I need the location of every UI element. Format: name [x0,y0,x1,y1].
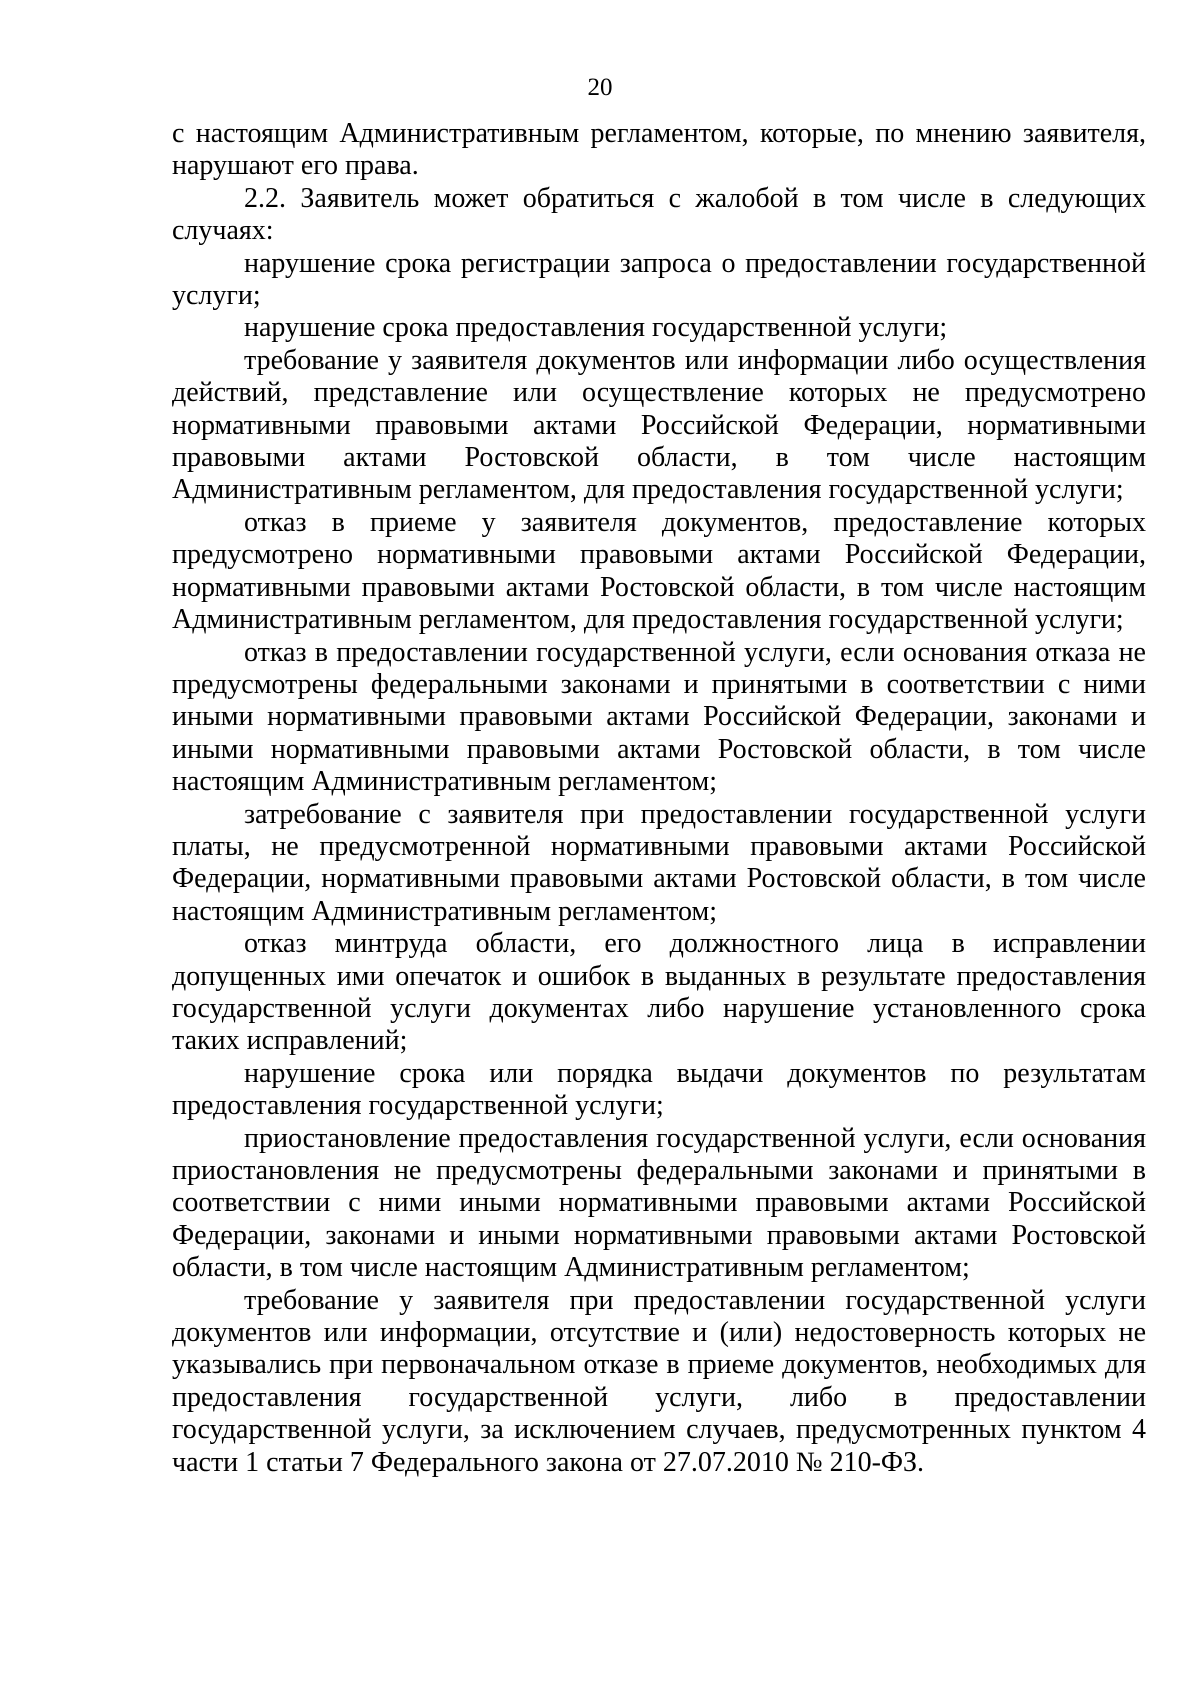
list-item-refusal-to-accept-documents: отказ в приеме у заявителя документов, предоставление которых предусмотрено нормативными правовыми актами Российской Федерации, нормативными правовыми актами Ростовской области, в том числе настоящим Административным регламентом, для предоставления государственной услуги; [172,506,1146,636]
list-item-registration-deadline-violation: нарушение срока регистрации запроса о предоставлении государственной услуги; [172,247,1146,312]
page-number: 20 [587,74,613,101]
list-item-refusal-of-service: отказ в предоставлении государственной услуги, если основания отказа не предусмотрены федеральными законами и принятыми в соответствии с ними иными нормативными правовыми актами Российской Федерации, законами и иными нормативными правовыми актами Ростовской области, в том числе настоящим Административным регламентом; [172,636,1146,798]
list-item-service-suspension: приостановление предоставления государственной услуги, если основания приостановления не предусмотрены федеральными законами и принятыми в соответствии с ними иными нормативными правовыми актами Российской Федерации, законами и иными нормативными правовыми актами Ростовской области, в том числе настоящим Административным регламентом; [172,1122,1146,1284]
list-item-unlawful-payment-demand: затребование с заявителя при предоставлении государственной услуги платы, не предусмотренной нормативными правовыми актами Российской Федерации, нормативными правовыми актами Ростовской области, в том числе настоящим Административным регламентом; [172,798,1146,927]
paragraph-continuation: с настоящим Административным регламентом, которые, по мнению заявителя, нарушают его права. [172,118,1146,182]
list-item-issuance-deadline-violation: нарушение срока или порядка выдачи документов по результатам предоставления государственной услуги; [172,1057,1146,1122]
list-item-unlawful-document-request: требование у заявителя документов или информации либо осуществления действий, представление или осуществление которых не предусмотрено нормативными правовыми актами Российской Федерации, нормативными правовыми актами Ростовской области, в том числе настоящим Административным регламентом, для предоставления государственной услуги; [172,344,1146,506]
list-item-service-deadline-violation: нарушение срока предоставления государственной услуги; [244,312,948,344]
list-item-refusal-to-correct-errors: отказ минтруда области, его должностного лица в исправлении допущенных ими опечаток и ошибок в выданных в результате предоставления государственной услуги документах либо нарушение установленного срока таких исправлений; [172,928,1146,1057]
list-item-unlisted-document-request: требование у заявителя при предоставлении государственной услуги документов или информации, отсутствие и (или) недостоверность которых не указывались при первоначальном отказе в приеме документов, необходимых для предоставления государственной услуги, либо в предоставлении государственной услуги, за исключением случаев, предусмотренных пунктом 4 части 1 статьи 7 Федерального закона от 27.07.2010 № 210-ФЗ. [172,1284,1146,1478]
paragraph-complaint-cases-intro: 2.2. Заявитель может обратиться с жалобой в том числе в следующих случаях: [172,182,1146,247]
document-body [172,118,1146,1479]
